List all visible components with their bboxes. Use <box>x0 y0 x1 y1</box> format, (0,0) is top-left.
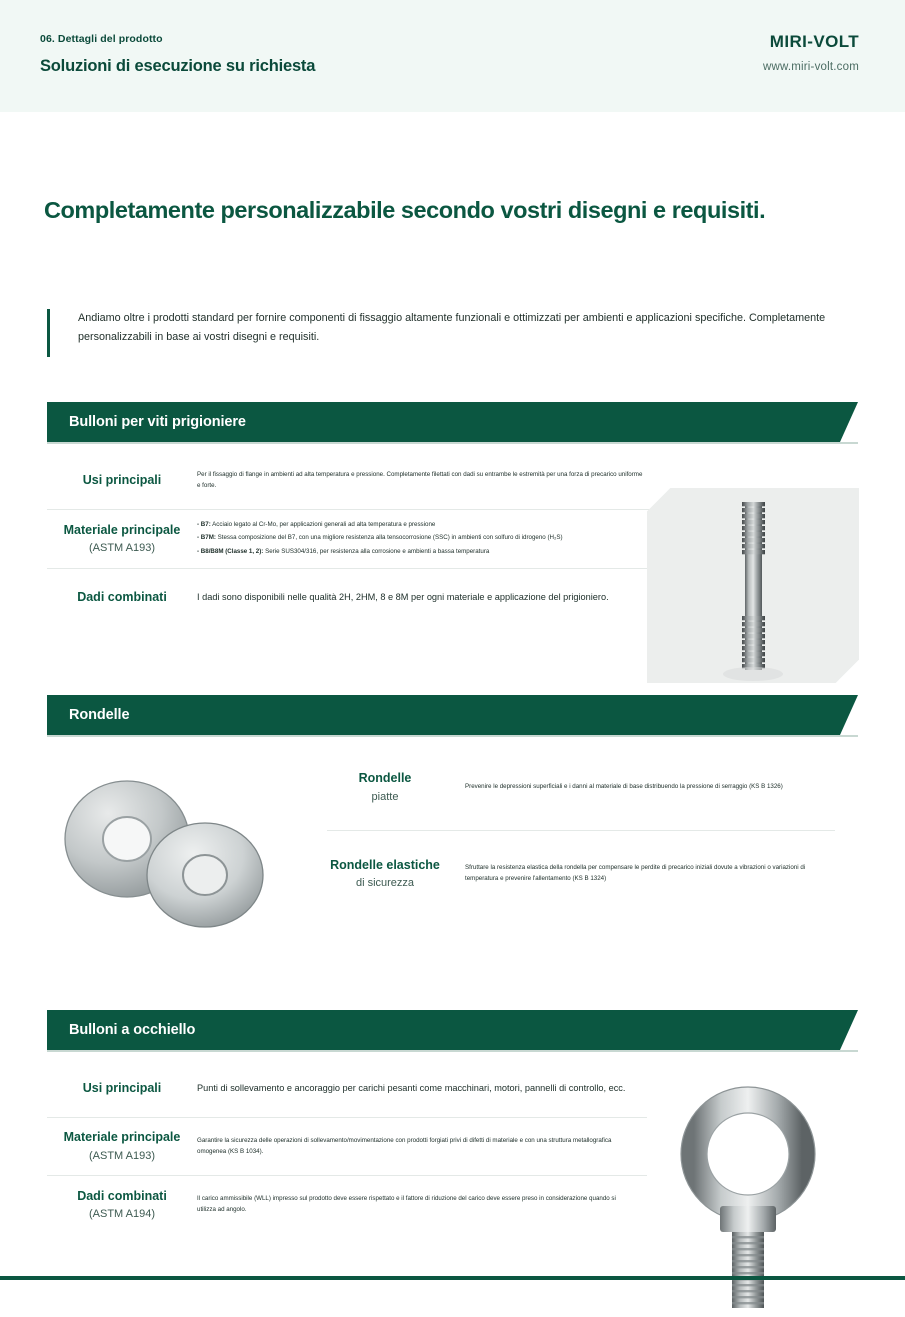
stud-bolt-photo <box>647 488 859 683</box>
row-description: Sfruttare la resistenza elastica della rondella per compensare le perdite di precarico iniziali dovute a vibrazioni o variazioni di temperatura e prevenire l'allentamento (KS B 1324) <box>465 864 806 882</box>
table-row <box>305 831 835 917</box>
table-row <box>305 745 835 831</box>
row-description: Garantire la sicurezza delle operazioni di sollevamento/movimentazione con prodotti forgiati privi di difetti di materiale e con una struttura metallografica omogenea (KS B 1034). <box>197 1136 612 1155</box>
table-row <box>47 569 657 627</box>
washers-photo <box>57 767 327 942</box>
row-label-text: Materiale principale <box>63 1130 181 1145</box>
row-description: Il carico ammissibile (WLL) impresso sul prodotto deve essere rispettato e il fattore di riduzione del carico deve essere preso in considerazione quando si utilizza ad angolo. <box>197 1195 616 1213</box>
eye-bolt-illustration <box>648 1082 848 1317</box>
intro-text: Andiamo oltre i prodotti standard per fornire componenti di fissaggio altamente funzionali e ottimizzati per ambienti e applicazioni specifiche. Completamente personalizzabili in base ai vostri disegni e requisiti. <box>78 312 826 343</box>
row-sublabel-text: (ASTM A193) <box>88 541 156 554</box>
intro-block <box>47 309 855 357</box>
page-bottom-rule <box>0 1276 905 1280</box>
washers-illustration <box>57 767 327 942</box>
section-title: Bulloni per viti prigioniere <box>69 414 246 430</box>
row-description <box>197 520 657 558</box>
section-body-washers <box>47 737 858 967</box>
bullet-text: Serie SUS304/316, per resistenza alla corrosione e ambienti a bassa temperatura <box>263 547 490 555</box>
row-label <box>305 769 465 805</box>
section-header-stud-bolts <box>47 402 858 442</box>
row-description: Per il fissaggio di flange in ambienti ad alta temperatura e pressione. Completamente filettati con dadi su entrambe le estremità per una forza di precarico uniforme e forte. <box>197 470 643 489</box>
header-left <box>40 33 315 76</box>
row-label <box>47 471 197 489</box>
table-row <box>47 510 657 569</box>
row-label-text: Rondelle elastiche <box>330 857 440 872</box>
header-eyebrow: 06. Dettagli del prodotto <box>40 33 163 45</box>
bullet-text: Acciaio legato al Cr-Mo, per applicazioni generali ad alta temperatura e pressione <box>210 521 436 528</box>
table-row <box>47 1176 647 1234</box>
row-sublabel-text: di sicurezza <box>355 877 415 890</box>
list-item <box>197 533 645 544</box>
brand-logo: MIRI-VOLT <box>769 32 859 51</box>
row-label-text: Materiale principale <box>63 522 181 537</box>
table-row <box>47 452 657 510</box>
row-sublabel-text: piatte <box>371 790 399 803</box>
section-body-eye-bolts <box>47 1052 858 1262</box>
section-header-eye-bolts <box>47 1010 858 1050</box>
section-header-washers <box>47 695 858 735</box>
row-sublabel-text: (ASTM A193) <box>88 1149 156 1162</box>
header-right <box>763 32 859 73</box>
row-description: Prevenire le depressioni superficiali e i danni al materiale di base distribuendo la pressione di serraggio (KS B 1326) <box>465 783 783 791</box>
list-item <box>197 520 645 531</box>
row-sublabel-text: (ASTM A194) <box>88 1208 156 1221</box>
section-washers <box>47 695 858 967</box>
table-row <box>47 1118 647 1176</box>
row-label <box>47 588 197 606</box>
section-title: Bulloni a occhiello <box>69 1022 196 1038</box>
eye-bolt-photo <box>648 1082 848 1317</box>
row-label-text: Dadi combinati <box>77 590 167 605</box>
row-description: Punti di sollevamento e ancoraggio per carichi pesanti come macchinari, motori, pannelli di controllo, ecc. <box>197 1083 626 1094</box>
section-title: Rondelle <box>69 707 130 723</box>
row-label-text: Usi principali <box>82 473 162 488</box>
table-row <box>47 1060 647 1118</box>
bullet-strong: - B7M: <box>197 534 216 542</box>
main-heading: Completamente personalizzabile secondo vostri disegni e requisiti. <box>44 197 766 223</box>
page-title: Soluzioni di esecuzione su richiesta <box>40 57 316 75</box>
row-label-text: Rondelle <box>358 771 412 786</box>
section-stud-bolts <box>47 402 858 654</box>
row-label <box>47 1128 197 1164</box>
page-header <box>0 0 905 112</box>
row-label-text: Usi principali <box>82 1081 162 1096</box>
row-label-text: Dadi combinati <box>77 1188 167 1203</box>
bullet-strong: - B8/B8M (Classe 1, 2): <box>197 547 264 555</box>
row-label <box>47 1187 197 1223</box>
bullet-text: Stessa composizione del B7, con una migliore resistenza alla tensocorrosione (SSC) in ambienti con solfuro di idrogeno (H₂S) <box>215 534 563 542</box>
row-label <box>47 1079 197 1097</box>
list-item <box>197 547 645 558</box>
section-body-stud-bolts <box>47 444 858 654</box>
stud-bolt-illustration <box>647 488 859 683</box>
row-description: I dadi sono disponibili nelle qualità 2H, 2HM, 8 e 8M per ogni materiale e applicazione del prigioniero. <box>197 592 609 603</box>
row-label <box>305 856 465 892</box>
bullet-strong: - B7: <box>197 521 211 528</box>
section-eye-bolts <box>47 1010 858 1262</box>
brand-url[interactable]: www.miri-volt.com <box>762 61 859 73</box>
row-label <box>47 521 197 557</box>
